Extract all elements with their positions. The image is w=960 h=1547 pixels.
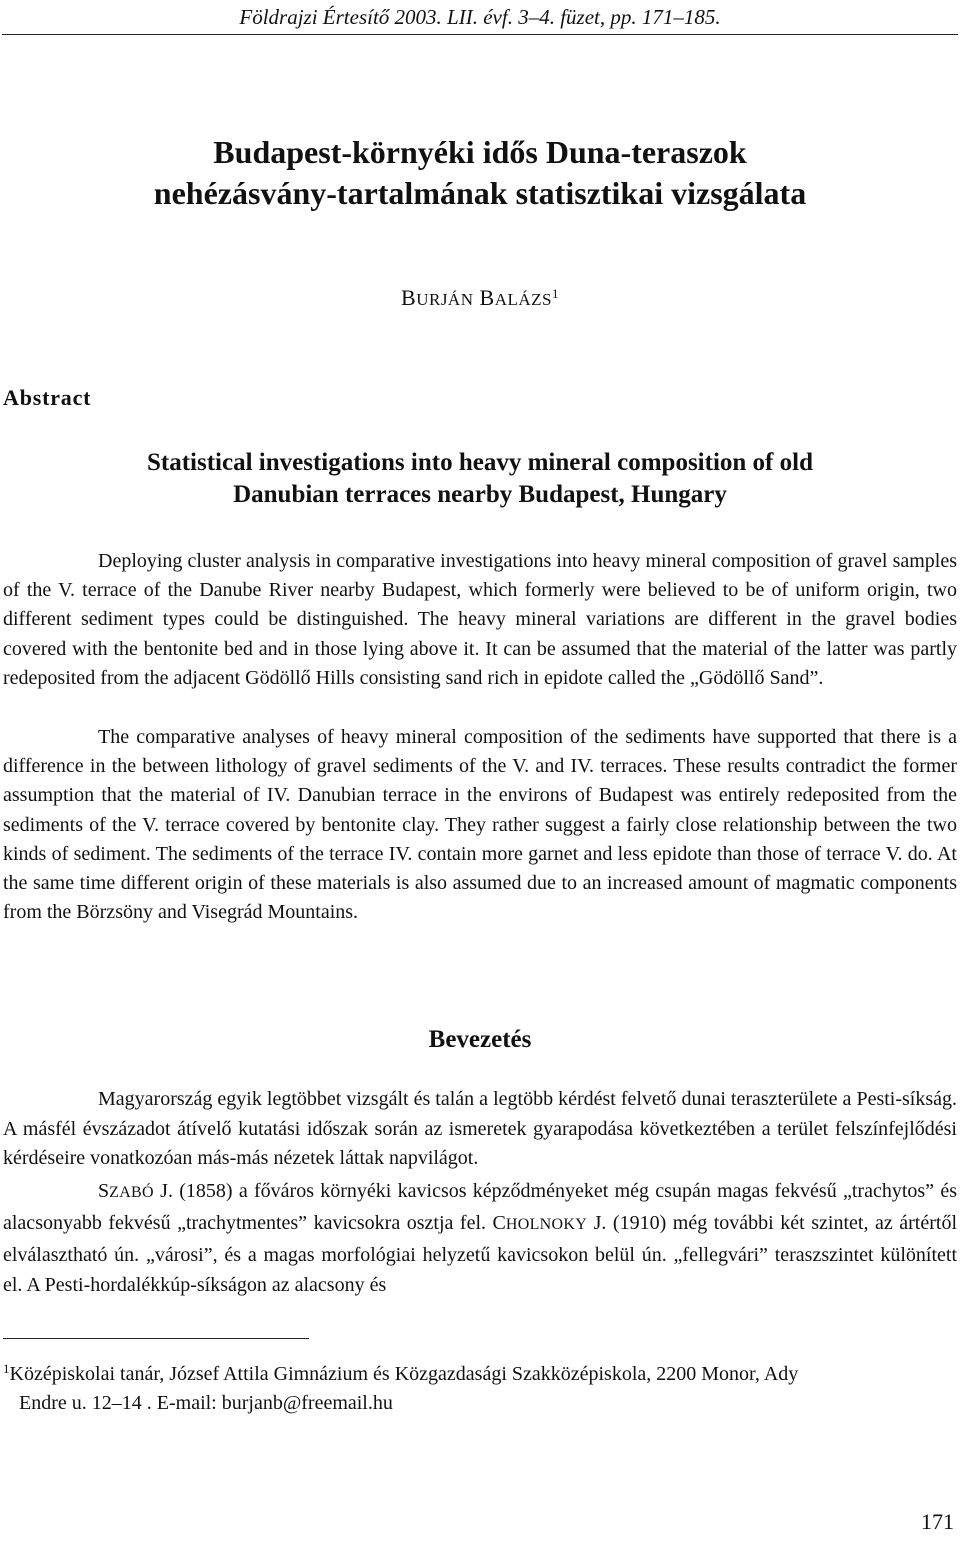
footnote-rule (3, 1338, 309, 1339)
abstract-paragraph-2-text: The comparative analyses of heavy mineral composition of the sediments have supported that there is a difference in the between lithology of gravel sediments of the V. and IV. terraces. These results contradict the former assumption that the material of IV. Danubian terrace in the environs of Budapest was entirely redeposited from the sediments of the V. terrace covered by bentonite clay. They rather suggest a fairly close relationship between the two kinds of sediment. The sediments of the terrace IV. contain more garnet and less epidote than those of terrace V. do. At the same time different origin of these materials is also assumed due to an increased amount of magmatic components from the Börzsöny and Visegrád Mountains. (3, 726, 957, 924)
english-title-line-2: Danubian terraces nearby Budapest, Hungary (233, 481, 727, 508)
author-surname-rest: URJÁN (416, 290, 474, 309)
author-given-rest: ALÁZS (494, 290, 552, 309)
intro-paragraph-2-part-2: J. (1910) még további két szintet, az ártértől elválasztható ún. „városi”, és a magas morfológiai helyzetű kavicsokon belül ún. „fellegvári” teraszszintet különített el. A Pesti-hordalékkúp-síkságon az alacsony és (3, 1212, 958, 1296)
citation-szabo-rest: ZABÓ (109, 1184, 154, 1201)
abstract-paragraph-2 (3, 723, 957, 927)
footnote (3, 1360, 957, 1418)
english-title (0, 447, 960, 511)
page-number: 171 (921, 1509, 954, 1534)
author-given-initial: B (479, 285, 495, 310)
abstract-paragraph-1 (3, 547, 957, 693)
running-head: Földrajzi Értesítő 2003. LII. évf. 3–4. füzet, pp. 171–185. (239, 5, 721, 29)
abstract-label: Abstract (3, 385, 92, 410)
citation-szabo-initial: S (98, 1180, 110, 1202)
footnote-line-1: Középiskolai tanár, József Attila Gimnázium és Közgazdasági Szakközépiskola, 2200 Monor, Ady (9, 1363, 799, 1385)
footnote-line-2: Endre u. 12–14 . E-mail: burjanb@freemail.hu (19, 1392, 393, 1414)
author-surname-initial: B (401, 285, 417, 310)
citation-cholnoky-initial: C (492, 1212, 506, 1234)
abstract-paragraph-1-text: Deploying cluster analysis in comparative investigations into heavy mineral composition of gravel samples of the V. terrace of the Danube River nearby Budapest, which formerly were believed to be of uniform origin, two different sediment types could be distinguished. The heavy mineral variations are different in the gravel bodies covered with the bentonite bed and in those lying above it. It can be assumed that the material of the latter was partly redeposited from the adjacent Gödöllő Hills consisting sand rich in epidote called the „Gödöllő Sand”. (3, 550, 957, 689)
author-footnote-mark: 1 (551, 286, 559, 301)
footnote-mark: 1 (3, 1361, 10, 1376)
article-title-line-1: Budapest-környéki idős Duna-teraszok (213, 134, 747, 170)
header-rule (2, 34, 958, 35)
intro-paragraph-2-part-1: J. (1858) a főváros környéki kavicsos képződményeket még csupán magas fekvésű „trachytos” és alacsonyabb fekvésű „trachytmentes” kavicsokra osztja fel. (3, 1180, 957, 1234)
intro-paragraph-1-text: Magyarország egyik legtöbbet vizsgált és talán a legtöbb kérdést felvető dunai teraszterülete a Pesti-síkság. A másfél évszázadot átívelő kutatási időszak során az ismeretek gyarapodása következtében a terület felszínfejlődési kérdéseire vonatkozóan más-más nézetek láttak napvilágot. (3, 1088, 957, 1170)
intro-paragraph-1 (3, 1085, 957, 1174)
citation-cholnoky-rest: HOLNOKY (505, 1216, 588, 1233)
article-title (0, 132, 960, 214)
section-heading: Bevezetés (428, 1026, 532, 1053)
english-title-line-1: Statistical investigations into heavy mineral composition of old (147, 449, 813, 476)
author-name (0, 284, 960, 314)
article-title-line-2: nehézásvány-tartalmának statisztikai vizsgálata (153, 175, 807, 211)
intro-paragraph-2 (3, 1176, 957, 1300)
